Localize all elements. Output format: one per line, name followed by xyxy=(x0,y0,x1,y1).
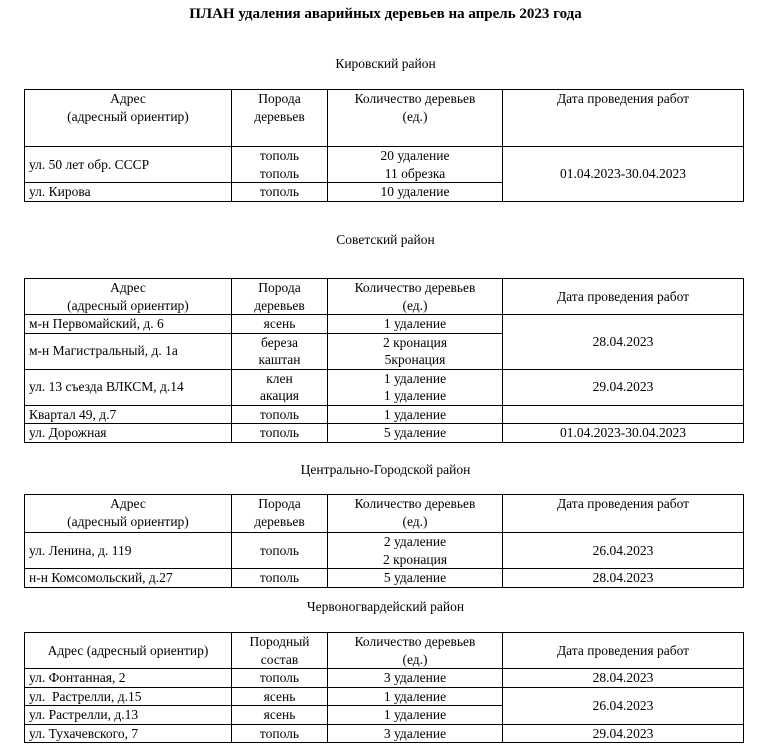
cell-date: 28.04.2023 xyxy=(503,569,744,588)
table-row xyxy=(25,315,744,334)
cell-quantity-line-1: 20 удаление xyxy=(380,148,450,163)
cell-address: ул. Дорожная xyxy=(25,424,232,443)
header-quantity-line-1: Количество деревьев xyxy=(354,634,476,649)
cell-breed xyxy=(232,333,328,369)
table-centralno-gorodskoy xyxy=(24,494,744,588)
cell-date: 28.04.2023 xyxy=(503,315,744,370)
cell-breed: тополь xyxy=(232,405,328,424)
header-breed-line-1: Порода xyxy=(258,496,301,511)
cell-date: 26.04.2023 xyxy=(503,687,744,724)
cell-quantity-line-1: 1 удаление xyxy=(383,370,447,386)
cell-breed xyxy=(232,147,328,183)
table-header-row xyxy=(25,279,744,315)
cell-quantity: 3 удаление xyxy=(328,669,503,688)
table-row xyxy=(25,147,744,183)
cell-breed-line-1: береза xyxy=(261,334,298,350)
header-quantity xyxy=(328,90,503,147)
table-sovetsky xyxy=(24,278,744,443)
header-address-line-1: Адрес xyxy=(110,280,146,295)
header-address xyxy=(25,90,232,147)
district-title-centralno-gorodskoy: Центрально-Городской район xyxy=(300,462,471,477)
header-address-line-1: Адрес xyxy=(110,91,146,106)
header-quantity-line-1: Количество деревьев xyxy=(354,280,476,295)
cell-address: ул. Ленина, д. 119 xyxy=(25,533,232,569)
header-quantity-line-1: Количество деревьев xyxy=(354,496,476,511)
header-address-line-2: (адресный ориентир) xyxy=(67,297,189,313)
table-chervonogvardeysky xyxy=(24,632,744,743)
cell-breed: ясень xyxy=(232,315,328,334)
cell-address: ул. Растрелли, д.15 xyxy=(25,687,232,706)
cell-date: 01.04.2023-30.04.2023 xyxy=(503,424,744,443)
table-header-row xyxy=(25,633,744,669)
header-breed xyxy=(232,495,328,533)
cell-quantity: 10 удаление xyxy=(328,183,503,202)
cell-quantity: 5 удаление xyxy=(328,424,503,443)
table-kirovsky xyxy=(24,89,744,202)
header-breed xyxy=(232,633,328,669)
header-breed-line-2: состав xyxy=(260,651,299,667)
cell-quantity: 1 удаление xyxy=(328,687,503,706)
cell-breed-line-1: тополь xyxy=(259,148,300,163)
header-breed-line-1: Породный xyxy=(249,634,310,649)
table-row xyxy=(25,569,744,588)
cell-quantity-line-1: 2 кронация xyxy=(382,334,448,350)
header-address-line-2: (адресный ориентир) xyxy=(67,108,189,124)
cell-quantity-line-2: 5кронация xyxy=(384,352,446,367)
header-address xyxy=(25,495,232,533)
cell-breed-line-2: тополь xyxy=(259,165,300,181)
cell-quantity xyxy=(328,333,503,369)
header-address xyxy=(25,279,232,315)
table-row xyxy=(25,669,744,688)
cell-breed: ясень xyxy=(232,706,328,725)
cell-address: м-н Магистральный, д. 1а xyxy=(25,333,232,369)
cell-date: 26.04.2023 xyxy=(503,533,744,569)
header-quantity-line-2: (ед.) xyxy=(402,651,428,667)
header-date: Дата проведения работ xyxy=(503,279,744,315)
header-quantity xyxy=(328,279,503,315)
header-breed xyxy=(232,90,328,147)
cell-quantity xyxy=(328,533,503,569)
table-row xyxy=(25,424,744,443)
cell-quantity: 3 удаление xyxy=(328,724,503,743)
table-row xyxy=(25,405,744,424)
cell-breed: тополь xyxy=(232,724,328,743)
cell-address: ул. Фонтанная, 2 xyxy=(25,669,232,688)
cell-date: 28.04.2023 xyxy=(503,669,744,688)
cell-breed: тополь xyxy=(232,183,328,202)
cell-address: м-н Первомайский, д. 6 xyxy=(25,315,232,334)
cell-breed-line-1: клен xyxy=(266,370,293,386)
header-quantity xyxy=(328,495,503,533)
table-header-row xyxy=(25,495,744,533)
cell-quantity-line-1: 2 удаление xyxy=(383,534,447,549)
cell-quantity: 1 удаление xyxy=(328,315,503,334)
cell-date: 29.04.2023 xyxy=(503,724,744,743)
cell-breed: ясень xyxy=(232,687,328,706)
cell-breed xyxy=(232,369,328,405)
cell-address: ул. 13 съезда ВЛКСМ, д.14 xyxy=(25,369,232,405)
district-title-chervonogvardeysky: Червоногвардейский район xyxy=(306,599,465,614)
cell-quantity-line-2: 11 обрезка xyxy=(384,165,446,181)
cell-date: 01.04.2023-30.04.2023 xyxy=(503,147,744,202)
cell-quantity-line-2: 1 удаление xyxy=(383,388,447,403)
document-title: ПЛАН удаления аварийных деревьев на апрель 2023 года xyxy=(189,6,582,22)
cell-date: 29.04.2023 xyxy=(503,369,744,405)
cell-address: Квартал 49, д.7 xyxy=(25,405,232,424)
table-header-row xyxy=(25,90,744,147)
cell-date xyxy=(503,405,744,424)
header-date: Дата проведения работ xyxy=(503,495,744,533)
header-address-line-1: Адрес xyxy=(110,496,146,511)
cell-breed-line-2: каштан xyxy=(258,352,301,367)
cell-address: ул. Тухачевского, 7 xyxy=(25,724,232,743)
header-breed-line-2: деревьев xyxy=(254,108,305,124)
cell-quantity-line-2: 2 кронация xyxy=(382,551,448,567)
header-quantity xyxy=(328,633,503,669)
cell-address: н-н Комсомольский, д.27 xyxy=(25,569,232,588)
header-breed-line-1: Порода xyxy=(258,91,301,106)
table-row xyxy=(25,687,744,706)
cell-breed: тополь xyxy=(232,569,328,588)
cell-breed-line-2: акация xyxy=(260,388,299,403)
header-quantity-line-2: (ед.) xyxy=(402,513,428,529)
cell-address: ул. Кирова xyxy=(25,183,232,202)
header-date: Дата проведения работ xyxy=(503,633,744,669)
cell-address: ул. 50 лет обр. СССР xyxy=(25,147,232,183)
header-breed-line-2: деревьев xyxy=(254,513,305,529)
district-title-sovetsky: Советский район xyxy=(336,232,435,247)
header-address-line-2: (адресный ориентир) xyxy=(67,513,189,529)
cell-quantity xyxy=(328,147,503,183)
district-title-kirovsky: Кировский район xyxy=(335,56,436,71)
table-row xyxy=(25,533,744,569)
cell-address: ул. Растрелли, д.13 xyxy=(25,706,232,725)
header-address: Адрес (адресный ориентир) xyxy=(25,633,232,669)
cell-quantity xyxy=(328,369,503,405)
table-row xyxy=(25,724,744,743)
cell-breed: тополь xyxy=(232,533,328,569)
cell-quantity: 5 удаление xyxy=(328,569,503,588)
header-quantity-line-2: (ед.) xyxy=(402,108,428,124)
cell-breed: тополь xyxy=(232,424,328,443)
cell-quantity: 1 удаление xyxy=(328,706,503,725)
cell-quantity: 1 удаление xyxy=(328,405,503,424)
cell-breed: тополь xyxy=(232,669,328,688)
header-quantity-line-2: (ед.) xyxy=(402,297,428,313)
header-breed-line-2: деревьев xyxy=(254,297,305,313)
table-row xyxy=(25,369,744,405)
header-breed-line-1: Порода xyxy=(258,280,301,295)
header-breed xyxy=(232,279,328,315)
header-quantity-line-1: Количество деревьев xyxy=(354,91,476,106)
header-date: Дата проведения работ xyxy=(503,90,744,147)
